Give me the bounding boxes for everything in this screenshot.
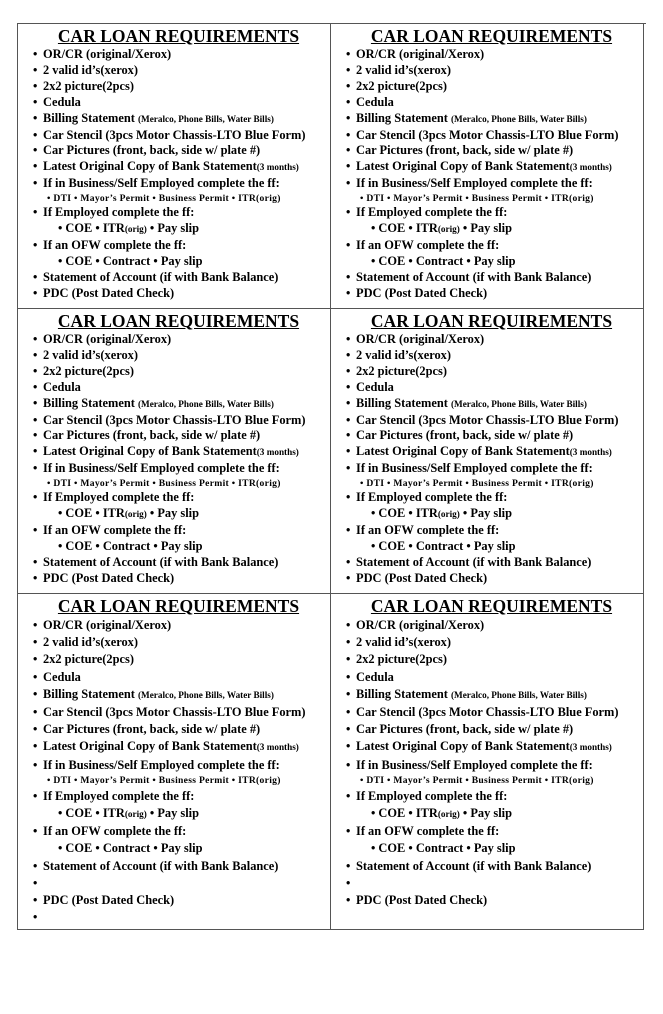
requirements-list [346, 617, 643, 909]
billing-note: (Meralco, Phone Bills, Water Bills) [451, 113, 587, 124]
bank-label: Latest Original Copy of Bank Statement [356, 739, 570, 754]
requirements-list [33, 332, 330, 587]
req-business-head: • If in Business/Self Employed complete the ff: [33, 461, 330, 477]
req-cedula: • Cedula [346, 380, 643, 396]
req-pdc: • PDC (Post Dated Check) [33, 286, 330, 302]
req-bank-statement [346, 738, 643, 756]
billing-label: Billing Statement [356, 110, 451, 125]
req-business-sub: • DTI • Mayor’s Permit • Business Permit • ITR(orig) [47, 478, 281, 490]
card-title: CAR LOAN REQUIREMENTS [370, 311, 613, 331]
req-ofw-head: • If an OFW complete the ff: [33, 823, 330, 840]
billing-note: (Meralco, Phone Bills, Water Bills) [138, 113, 274, 124]
req-orcr: • OR/CR (original/Xerox) [346, 617, 643, 634]
bank-note: (3 months) [569, 742, 612, 753]
employed-sub-a: • COE • ITR [371, 506, 438, 521]
employed-sub-note: (orig) [124, 224, 147, 235]
req-picture: • 2x2 picture(2pcs) [33, 651, 330, 668]
requirements-card [331, 309, 644, 594]
requirements-card [18, 594, 331, 930]
card-title: CAR LOAN REQUIREMENTS [57, 596, 300, 616]
req-car-pictures: • Car Pictures (front, back, side w/ plate #) [346, 143, 643, 159]
req-soa: • Statement of Account (if with Bank Balance) [33, 858, 330, 875]
req-picture: • 2x2 picture(2pcs) [346, 364, 643, 380]
bank-note: (3 months) [569, 162, 612, 173]
req-blank [33, 909, 330, 925]
req-ofw-sub: • COE • Contract • Pay slip [58, 253, 203, 268]
req-billing [33, 396, 330, 413]
req-cedula: • Cedula [33, 669, 330, 686]
req-ofw-head: • If an OFW complete the ff: [33, 523, 330, 539]
employed-sub-a: • COE • ITR [58, 221, 125, 236]
req-ids: • 2 valid id’s(xerox) [346, 63, 643, 79]
req-business-sub: • DTI • Mayor’s Permit • Business Permit • ITR(orig) [360, 774, 594, 786]
req-bank-statement [33, 159, 330, 176]
req-car-pictures: • Car Pictures (front, back, side w/ plate #) [33, 143, 330, 159]
req-stencil: • Car Stencil (3pcs Motor Chassis-LTO Blue Form) [33, 128, 330, 144]
req-car-pictures: • Car Pictures (front, back, side w/ plate #) [33, 721, 330, 738]
req-employed-sub [346, 805, 643, 823]
req-picture: • 2x2 picture(2pcs) [33, 364, 330, 380]
req-billing [346, 111, 643, 128]
req-business-sub: • DTI • Mayor’s Permit • Business Permit • ITR(orig) [47, 193, 281, 205]
bank-label: Latest Original Copy of Bank Statement [356, 444, 570, 459]
req-picture: • 2x2 picture(2pcs) [33, 79, 330, 95]
req-pdc: • PDC (Post Dated Check) [33, 892, 330, 909]
req-employed-sub [346, 506, 643, 523]
req-business-sub: • DTI • Mayor’s Permit • Business Permit • ITR(orig) [47, 774, 281, 786]
billing-label: Billing Statement [43, 395, 138, 410]
billing-label: Billing Statement [43, 686, 138, 701]
req-stencil: • Car Stencil (3pcs Motor Chassis-LTO Blue Form) [346, 413, 643, 429]
billing-note: (Meralco, Phone Bills, Water Bills) [138, 398, 274, 409]
req-business-head: • If in Business/Self Employed complete the ff: [33, 757, 330, 774]
requirements-card [331, 594, 644, 930]
requirements-sheet [17, 23, 646, 930]
card-row [18, 24, 646, 309]
requirements-list [346, 47, 643, 302]
requirements-list [33, 617, 330, 925]
bank-note: (3 months) [569, 447, 612, 458]
req-employed-sub [33, 805, 330, 823]
req-blank [33, 875, 330, 892]
req-car-pictures: • Car Pictures (front, back, side w/ plate #) [346, 428, 643, 444]
bank-label: Latest Original Copy of Bank Statement [43, 444, 257, 459]
bank-note: (3 months) [256, 162, 299, 173]
req-business-sub: • DTI • Mayor’s Permit • Business Permit • ITR(orig) [360, 193, 594, 205]
requirements-card [18, 309, 331, 594]
req-employed-head: • If Employed complete the ff: [33, 205, 330, 221]
req-pdc: • PDC (Post Dated Check) [346, 892, 643, 909]
billing-note: (Meralco, Phone Bills, Water Bills) [451, 689, 587, 700]
requirements-card [18, 24, 331, 309]
card-title: CAR LOAN REQUIREMENTS [57, 311, 300, 331]
employed-sub-a: • COE • ITR [58, 806, 125, 821]
bank-label: Latest Original Copy of Bank Statement [43, 739, 257, 754]
bank-note: (3 months) [256, 447, 299, 458]
card-title: CAR LOAN REQUIREMENTS [370, 596, 613, 616]
req-billing [33, 686, 330, 704]
employed-sub-a: • COE • ITR [58, 506, 125, 521]
employed-sub-b: • Pay slip [146, 221, 199, 236]
employed-sub-b: • Pay slip [459, 506, 512, 521]
req-blank [346, 875, 643, 892]
req-ids: • 2 valid id’s(xerox) [33, 63, 330, 79]
req-ids: • 2 valid id’s(xerox) [346, 348, 643, 364]
req-orcr: • OR/CR (original/Xerox) [33, 617, 330, 634]
billing-label: Billing Statement [43, 110, 138, 125]
employed-sub-a: • COE • ITR [371, 806, 438, 821]
billing-label: Billing Statement [356, 395, 451, 410]
req-ofw-sub: • COE • Contract • Pay slip [371, 538, 516, 553]
req-employed-sub [33, 506, 330, 523]
requirements-card [331, 24, 644, 309]
req-employed-sub [33, 221, 330, 238]
bank-label: Latest Original Copy of Bank Statement [43, 159, 257, 174]
req-soa: • Statement of Account (if with Bank Balance) [346, 858, 643, 875]
req-ofw-sub: • COE • Contract • Pay slip [58, 841, 203, 856]
employed-sub-b: • Pay slip [146, 506, 199, 521]
req-picture: • 2x2 picture(2pcs) [346, 651, 643, 668]
employed-sub-note: (orig) [437, 809, 460, 820]
card-row [18, 309, 646, 594]
req-stencil: • Car Stencil (3pcs Motor Chassis-LTO Blue Form) [33, 704, 330, 721]
req-ids: • 2 valid id’s(xerox) [33, 634, 330, 651]
req-soa: • Statement of Account (if with Bank Balance) [33, 555, 330, 571]
req-employed-head: • If Employed complete the ff: [33, 490, 330, 506]
billing-note: (Meralco, Phone Bills, Water Bills) [451, 398, 587, 409]
employed-sub-note: (orig) [124, 809, 147, 820]
req-cedula: • Cedula [33, 380, 330, 396]
req-business-head: • If in Business/Self Employed complete the ff: [346, 176, 643, 192]
req-employed-head: • If Employed complete the ff: [346, 490, 643, 506]
req-billing [33, 111, 330, 128]
req-cedula: • Cedula [346, 95, 643, 111]
req-business-head: • If in Business/Self Employed complete the ff: [346, 757, 643, 774]
req-employed-sub [346, 221, 643, 238]
billing-label: Billing Statement [356, 686, 451, 701]
req-ofw-head: • If an OFW complete the ff: [346, 523, 643, 539]
req-orcr: • OR/CR (original/Xerox) [346, 47, 643, 63]
billing-note: (Meralco, Phone Bills, Water Bills) [138, 689, 274, 700]
employed-sub-b: • Pay slip [459, 806, 512, 821]
req-bank-statement [33, 444, 330, 461]
req-stencil: • Car Stencil (3pcs Motor Chassis-LTO Blue Form) [346, 128, 643, 144]
req-billing [346, 396, 643, 413]
req-orcr: • OR/CR (original/Xerox) [346, 332, 643, 348]
req-soa: • Statement of Account (if with Bank Balance) [346, 555, 643, 571]
req-ofw-head: • If an OFW complete the ff: [346, 238, 643, 254]
req-business-head: • If in Business/Self Employed complete the ff: [33, 176, 330, 192]
req-bank-statement [346, 444, 643, 461]
req-cedula: • Cedula [346, 669, 643, 686]
req-picture: • 2x2 picture(2pcs) [346, 79, 643, 95]
req-employed-head: • If Employed complete the ff: [346, 205, 643, 221]
req-business-head: • If in Business/Self Employed complete the ff: [346, 461, 643, 477]
employed-sub-note: (orig) [437, 224, 460, 235]
req-stencil: • Car Stencil (3pcs Motor Chassis-LTO Blue Form) [346, 704, 643, 721]
card-row [18, 594, 646, 930]
req-pdc: • PDC (Post Dated Check) [346, 286, 643, 302]
employed-sub-note: (orig) [437, 509, 460, 520]
req-ids: • 2 valid id’s(xerox) [346, 634, 643, 651]
req-billing [346, 686, 643, 704]
req-orcr: • OR/CR (original/Xerox) [33, 332, 330, 348]
req-cedula: • Cedula [33, 95, 330, 111]
req-car-pictures: • Car Pictures (front, back, side w/ plate #) [33, 428, 330, 444]
req-pdc: • PDC (Post Dated Check) [33, 571, 330, 587]
card-title: CAR LOAN REQUIREMENTS [57, 26, 300, 46]
req-stencil: • Car Stencil (3pcs Motor Chassis-LTO Blue Form) [33, 413, 330, 429]
employed-sub-note: (orig) [124, 509, 147, 520]
employed-sub-a: • COE • ITR [371, 221, 438, 236]
req-ofw-sub: • COE • Contract • Pay slip [58, 538, 203, 553]
req-soa: • Statement of Account (if with Bank Balance) [346, 270, 643, 286]
employed-sub-b: • Pay slip [459, 221, 512, 236]
employed-sub-b: • Pay slip [146, 806, 199, 821]
req-business-sub: • DTI • Mayor’s Permit • Business Permit • ITR(orig) [360, 478, 594, 490]
req-bank-statement [346, 159, 643, 176]
bank-label: Latest Original Copy of Bank Statement [356, 159, 570, 174]
req-orcr: • OR/CR (original/Xerox) [33, 47, 330, 63]
bank-note: (3 months) [256, 742, 299, 753]
req-pdc: • PDC (Post Dated Check) [346, 571, 643, 587]
req-ofw-head: • If an OFW complete the ff: [346, 823, 643, 840]
req-soa: • Statement of Account (if with Bank Balance) [33, 270, 330, 286]
req-employed-head: • If Employed complete the ff: [33, 788, 330, 805]
requirements-list [346, 332, 643, 587]
card-title: CAR LOAN REQUIREMENTS [370, 26, 613, 46]
req-ids: • 2 valid id’s(xerox) [33, 348, 330, 364]
req-ofw-sub: • COE • Contract • Pay slip [371, 253, 516, 268]
req-car-pictures: • Car Pictures (front, back, side w/ plate #) [346, 721, 643, 738]
requirements-list [33, 47, 330, 302]
req-ofw-head: • If an OFW complete the ff: [33, 238, 330, 254]
req-ofw-sub: • COE • Contract • Pay slip [371, 841, 516, 856]
req-bank-statement [33, 738, 330, 756]
req-employed-head: • If Employed complete the ff: [346, 788, 643, 805]
